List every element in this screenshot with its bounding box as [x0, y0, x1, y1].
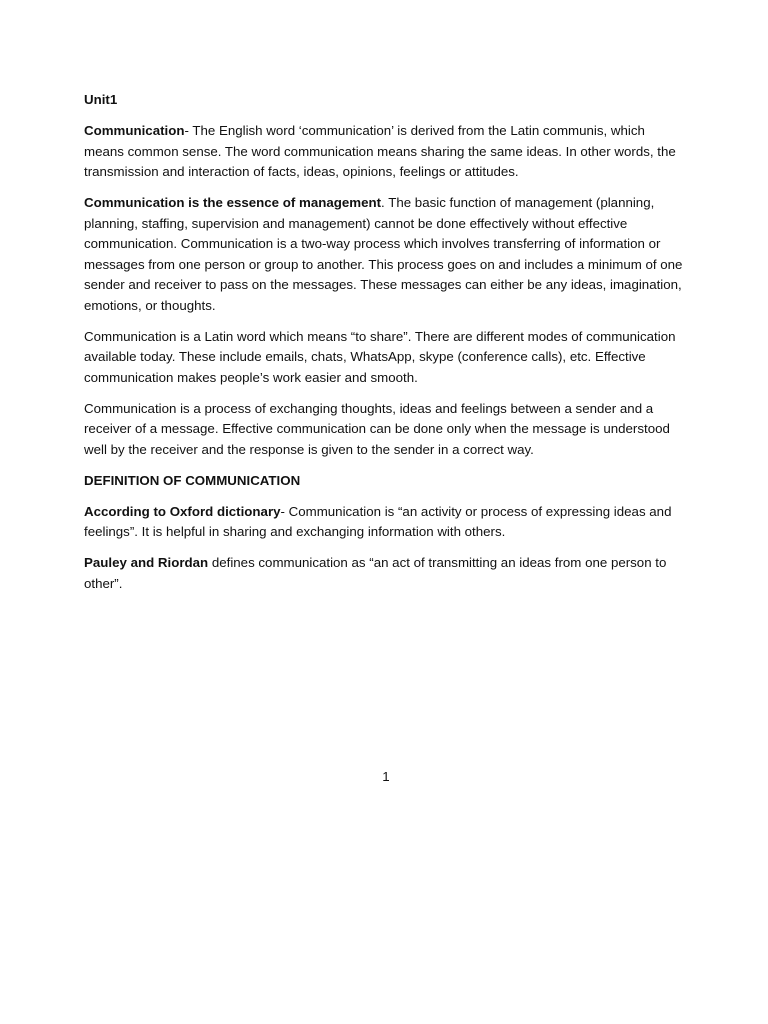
document-body — [84, 90, 688, 605]
page-number: 1 — [382, 769, 390, 784]
term-pauley-riordan: Pauley and Riordan — [84, 555, 209, 570]
paragraph-communication-origin — [84, 121, 688, 183]
definition-text: - Communication is “an activity or process of expressing ideas and feelings”. It is helpful in sharing and exchanging information with others. — [84, 503, 672, 539]
unit-title: Unit1 — [84, 92, 118, 107]
paragraph-exchange-process: Communication is a process of exchanging thoughts, ideas and feelings between a sender and a receiver of a message. Effective communication can be done only when the message is understood well by the receiver and the response is given to the sender in a correct way. — [84, 400, 670, 457]
definition-heading: DEFINITION OF COMMUNICATION — [84, 472, 301, 488]
definition-oxford — [84, 502, 688, 543]
definition-text: defines communication as “an act of transmitting an ideas from one person to other”. — [84, 555, 667, 591]
paragraph-text: - The English word ‘communication’ is derived from the Latin communis, which means common sense. The word communication means sharing the same ideas. In other words, the transmission and interaction of facts, ideas, opinions, feelings or attitudes. — [84, 123, 676, 179]
paragraph-essence-of-management — [84, 193, 688, 316]
paragraph-text: . The basic function of management (planning, planning, staffing, supervision and management) cannot be done effectively without effective communication. Communication is a two-way process which involves transferring of information or messages from one person or group to another. This process goes on and includes a minimum of one sender and receiver to pass on the messages. These messages can either be any ideas, imagination, emotions, or thoughts. — [84, 195, 683, 313]
term-oxford-dictionary: According to Oxford dictionary — [84, 503, 281, 519]
paragraph-latin-word: Communication is a Latin word which means “to share”. There are different modes of communication available today. These include emails, chats, WhatsApp, skype (conference calls), etc. Effective communication makes people’s work easier and smooth. — [84, 328, 676, 385]
term-communication: Communication — [84, 123, 185, 138]
term-essence-of-management: Communication is the essence of management — [84, 195, 382, 210]
definition-pauley-riordan — [84, 553, 688, 594]
